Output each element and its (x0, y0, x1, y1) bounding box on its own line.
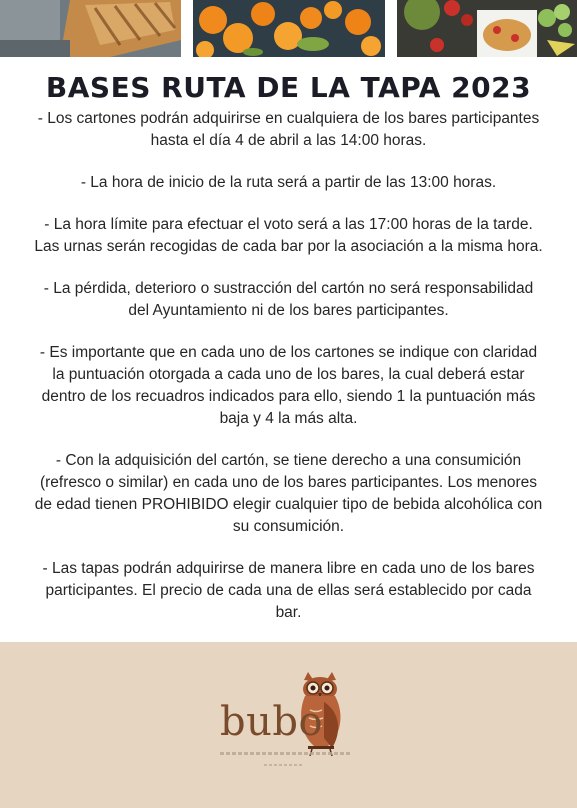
rule-item: - La pérdida, deterioro o sustracción del cartón no será responsabilidad del Ayuntamiento ni de los bares participantes. (43, 280, 534, 319)
rule-item: - La hora límite para efectuar el voto será a las 17:00 horas de la tarde. Las urnas serán recogidas de cada bar por la asociación a la misma hora. (34, 216, 543, 255)
page-title: BASES RUTA DE LA TAPA 2023 (45, 71, 532, 104)
rule-item: - Es importante que en cada uno de los cartones se indique con claridad la puntuación otorgada a cada uno de los bares, la cual deberá estar dentro de los recuadros indicados para ello, siendo 1 la puntuación más baja y 4 la más alta. (39, 344, 538, 427)
logo-wordmark: bubo (220, 699, 324, 745)
rule-item: - La hora de inicio de la ruta será a partir de las 13:00 horas. (80, 174, 497, 191)
rule-item: - Con la adquisición del cartón, se tiene derecho a una consumición (refresco o similar) en cada uno de los bares participantes. Los menores de edad tienen PROHIBIDO elegir cualquier tipo de bebida alcohólica con su consumición. (34, 452, 543, 535)
rule-item: - Las tapas podrán adquirirse de manera libre en cada uno de los bares participantes. El precio de cada una de ellas será establecido por cada bar. (42, 560, 535, 621)
salad-photo (397, 0, 577, 57)
logo-tagline (220, 752, 350, 755)
rule-item: - Los cartones podrán adquirirse en cualquiera de los bares participantes hasta el día 4 de abril a las 14:00 horas. (37, 110, 540, 149)
bubo-logo (216, 672, 366, 784)
toast-photo (0, 0, 181, 57)
photo-strip (0, 0, 577, 57)
rules-list (20, 108, 557, 644)
logo-subtagline (264, 764, 304, 766)
footer (0, 642, 577, 808)
oranges-photo (193, 0, 385, 57)
